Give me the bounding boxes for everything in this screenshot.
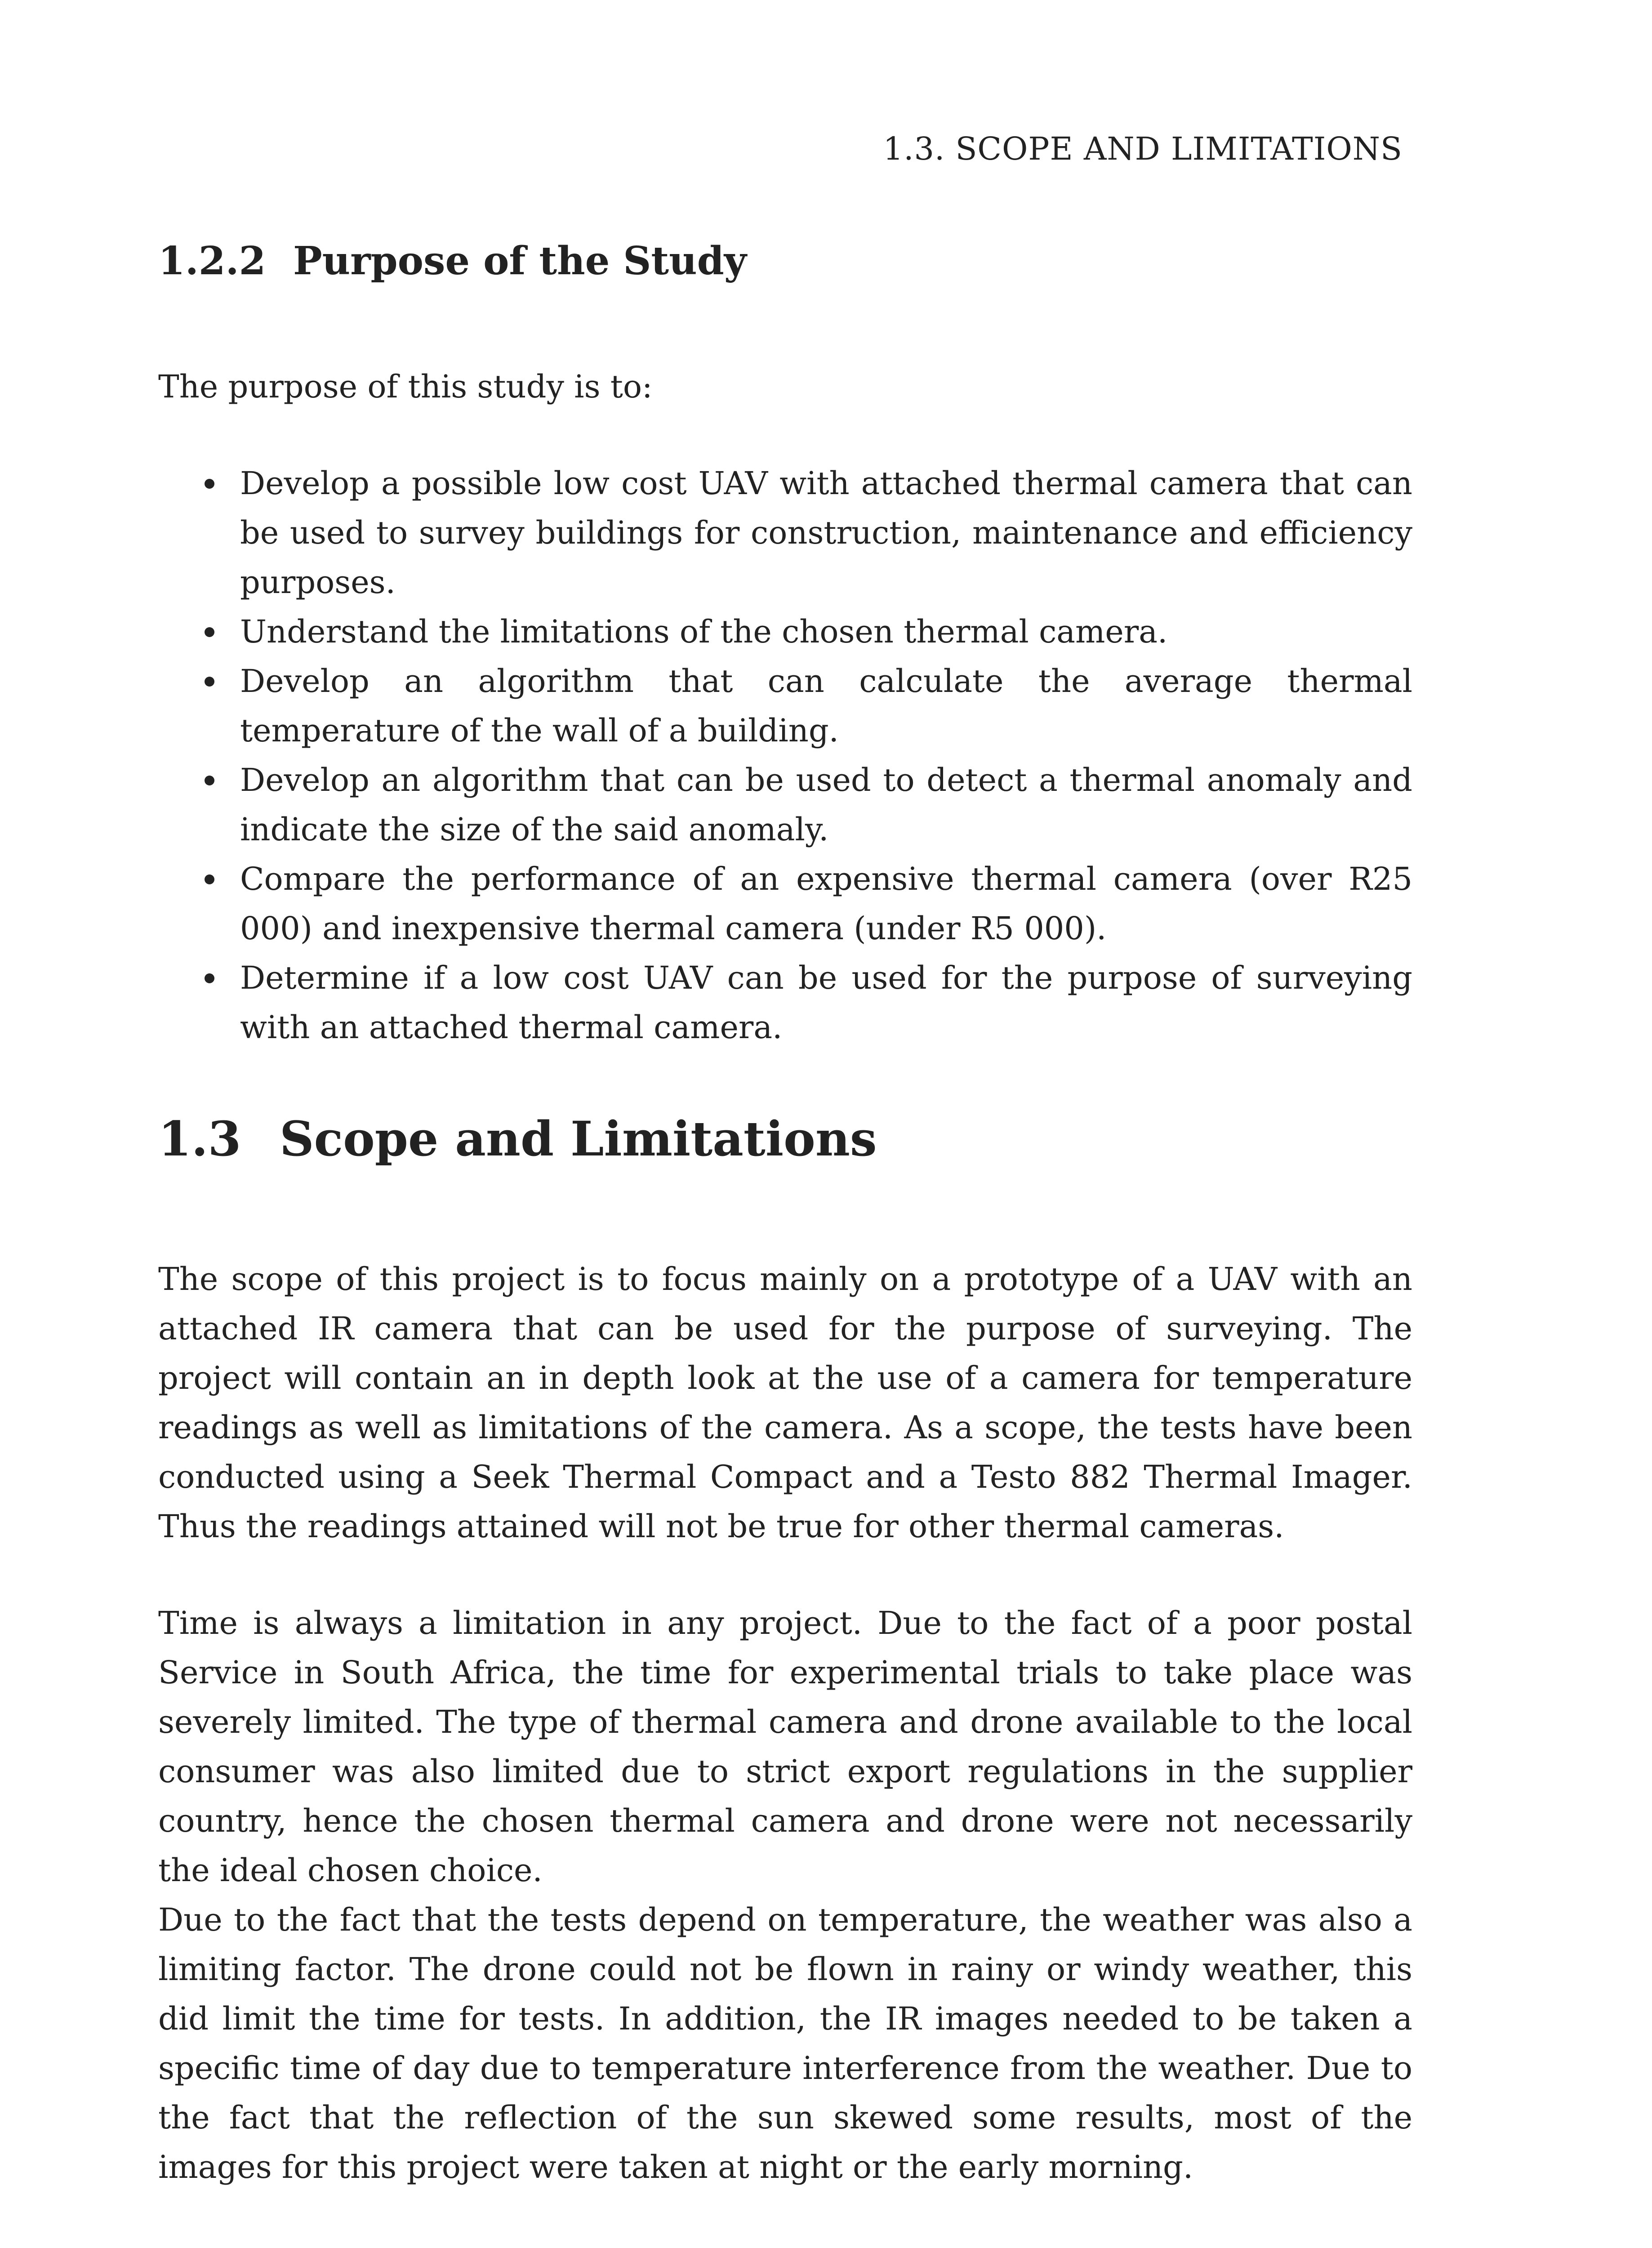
purpose-intro: The purpose of this study is to: [158, 368, 653, 405]
running-header: 1.3. SCOPE AND LIMITATIONS [883, 130, 1403, 167]
list-item-text: Develop an algorithm that can calculate the average thermal temperature of the wall of a building. [240, 663, 1412, 749]
section-title: Scope and Limitations [280, 1111, 877, 1167]
bullet-icon [205, 874, 214, 884]
bullet-icon [205, 973, 214, 983]
subsection-title: Purpose of the Study [293, 238, 747, 284]
list-item [158, 656, 1412, 755]
subsection-heading [158, 238, 747, 284]
list-item-text: Compare the performance of an expensive thermal camera (over R25 000) and inexpensive thermal camera (under R5 000). [240, 861, 1412, 947]
list-item [158, 459, 1412, 607]
list-item-text: Determine if a low cost UAV can be used for the purpose of surveying with an attached thermal camera. [240, 959, 1412, 1046]
bullet-icon [205, 479, 214, 489]
scope-paragraph: The scope of this project is to focus mainly on a prototype of a UAV with an attached IR camera that can be used for the purpose of surveying. The project will contain an in depth look at the use of a camera for temperature readings as well as limitations of the camera. As a scope, the tests have been conducted using a Seek Thermal Compact and a Testo 882 Thermal Imager. Thus the readings attained will not be true for other thermal cameras. [158, 1261, 1412, 1545]
weather-limitation-paragraph: Due to the fact that the tests depend on temperature, the weather was also a limiting factor. The drone could not be flown in rainy or windy weather, this did limit the time for tests. In addition, the IR images needed to be taken a specific time of day due to temperature interference from the weather. Due to the fact that the reflection of the sun skewed some results, most of the images for this project were taken at night or the early morning. [158, 1901, 1412, 2186]
list-item [158, 953, 1412, 1052]
list-item [158, 755, 1412, 854]
section-number: 1.3 [158, 1111, 241, 1167]
bullet-icon [205, 677, 214, 687]
list-item-text: Develop an algorithm that can be used to detect a thermal anomaly and indicate the size of the said anomaly. [240, 762, 1412, 848]
list-item [158, 854, 1412, 953]
bullet-icon [205, 627, 214, 637]
list-item [158, 607, 1412, 656]
purpose-list [158, 459, 1412, 1052]
subsection-number: 1.2.2 [158, 238, 266, 284]
section-heading [158, 1111, 877, 1167]
list-item-text: Develop a possible low cost UAV with attached thermal camera that can be used to survey buildings for construction, maintenance and efficiency purposes. [240, 465, 1412, 601]
bullet-icon [205, 776, 214, 785]
list-item-text: Understand the limitations of the chosen thermal camera. [240, 613, 1168, 650]
time-limitation-paragraph: Time is always a limitation in any project. Due to the fact of a poor postal Service in South Africa, the time for experimental trials to take place was severely limited. The type of thermal camera and drone available to the local consumer was also limited due to strict export regulations in the supplier country, hence the chosen thermal camera and drone were not necessarily the ideal chosen choice. [158, 1605, 1412, 1889]
